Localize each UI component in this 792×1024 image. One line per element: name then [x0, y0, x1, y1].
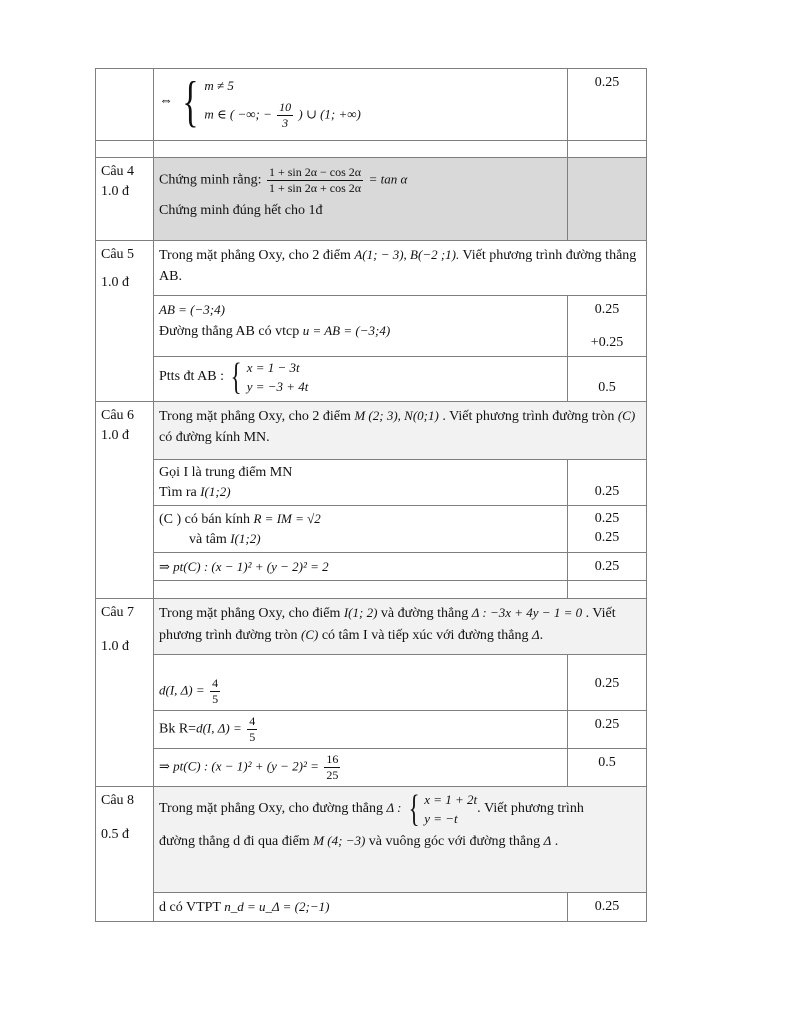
question-prompt-cell [154, 241, 647, 296]
solution-text: và tâm [189, 532, 231, 547]
table-row [96, 241, 647, 296]
solution-text: Đường thẳng AB có vtcp [159, 324, 303, 339]
question-prompt-cell [154, 599, 647, 655]
question-cell [96, 69, 154, 141]
score-cell: 0.25 [568, 69, 647, 141]
solution-text: (C ) có bán kính [159, 512, 254, 527]
table-row [96, 655, 647, 711]
table-row [96, 141, 647, 158]
solution-cell [154, 69, 568, 141]
prompt-text: Trong mặt phẳng Oxy, cho 2 điểm [159, 409, 355, 424]
score-cell: 0.5 [568, 749, 647, 787]
brace-symbol: { [181, 70, 199, 133]
score-cell: 0.25 [568, 711, 647, 749]
parametric-system [405, 790, 477, 828]
table-row [96, 69, 647, 141]
prompt-math: (C) [300, 627, 319, 642]
solution-math: u = AB = (−3;4) [302, 323, 391, 338]
solution-cell [154, 749, 568, 787]
question-prompt-cell [154, 787, 647, 893]
prompt-math: M (2; 3), N(0;1) [354, 408, 439, 423]
solution-text: Tìm ra [159, 485, 201, 500]
prompt-text: Chứng minh rằng: [159, 172, 262, 188]
fraction: $\frac{4}{5}$ [249, 714, 256, 744]
prompt-math: M (4; −3) [313, 833, 366, 848]
score-cell: 0.25 [568, 655, 647, 711]
prompt-text: . [539, 628, 544, 643]
question-label-cell [96, 599, 154, 787]
solution-cell [154, 357, 568, 402]
table-row [96, 357, 647, 402]
prompt-math: Δ [532, 627, 540, 642]
fraction: $\frac{16}{25}$ [326, 752, 339, 782]
question-label-cell [96, 402, 154, 599]
solution-math: R = IM = √2 [253, 511, 321, 526]
prompt-math: (C) [617, 408, 636, 423]
fraction: $\frac{4}{5}$ [212, 676, 219, 706]
system-line: y = −t [424, 811, 458, 826]
prompt-text: có tâm I và tiếp xúc với đường thẳng [318, 628, 533, 643]
system-line: x = 1 − 3t [246, 360, 300, 375]
prompt-text: có đường kính MN. [159, 430, 270, 445]
solution-text: d có VTPT [159, 900, 225, 915]
question-points: 1.0 đ [101, 184, 129, 199]
prompt-text: . Viết phương trình đường tròn [159, 606, 616, 643]
question-number: Câu 4 [101, 164, 135, 179]
solution-cell [154, 506, 568, 553]
condition-line: m ≠ 5 [204, 78, 234, 93]
question-number: Câu 8 [101, 793, 135, 808]
table-row [96, 711, 647, 749]
solution-math: n_d = u_Δ = (2;−1) [224, 899, 330, 914]
prompt-text: và đường thẳng [377, 606, 472, 621]
table-row [96, 599, 647, 655]
condition-system [177, 72, 361, 131]
table-row [96, 158, 647, 241]
solution-math: d(I, Δ) = [196, 720, 242, 736]
solution-cell [154, 460, 568, 506]
answer-table [95, 68, 647, 922]
question-points: 1.0 đ [101, 275, 129, 290]
score-value: 0.25 [594, 511, 620, 526]
solution-cell [154, 711, 568, 749]
system-line: x = 1 + 2t [424, 792, 478, 807]
table-row [96, 402, 647, 460]
parametric-system [227, 358, 308, 396]
table-row [96, 787, 647, 893]
score-cell [568, 296, 647, 357]
grading-note: Chứng minh đúng hết cho 1đ [159, 203, 323, 218]
question-label-cell [96, 787, 154, 922]
prompt-text: đường thẳng d đi qua điểm [159, 834, 314, 849]
score-value: 0.25 [594, 302, 620, 317]
solution-math: d(I, Δ) = [159, 682, 205, 698]
prompt-math: Δ : −3x + 4y − 1 = 0 [471, 605, 583, 620]
solution-math: I(1;2) [230, 531, 261, 546]
question-label-cell [96, 158, 154, 241]
score-cell: 0.25 [568, 893, 647, 922]
fraction: $\frac{10}{3}$ [279, 100, 292, 130]
question-number: Câu 7 [101, 605, 135, 620]
prompt-text: Trong mặt phẳng Oxy, cho điểm [159, 606, 344, 621]
solution-math: ⇒ pt(C) : (x − 1)² + (y − 2)² = [159, 758, 319, 774]
score-cell: 0.5 [568, 357, 647, 402]
score-cell [568, 506, 647, 553]
score-cell: 0.25 [568, 553, 647, 581]
question-points: 1.0 đ [101, 639, 129, 654]
prompt-text: . [551, 834, 559, 849]
prompt-math: Δ [543, 833, 552, 848]
question-number: Câu 6 [101, 408, 135, 423]
prompt-text: Trong mặt phẳng Oxy, cho đường thẳng [159, 801, 387, 817]
score-value: 0.25 [594, 530, 620, 545]
solution-cell: ⇒ pt(C) : (x − 1)² + (y − 2)² = 2 [154, 553, 568, 581]
table-row [96, 460, 647, 506]
prompt-math: Δ : [386, 800, 402, 816]
condition-line: m ∈ ( −∞; − $\frac{10}{3}$ ) ∪ (1; +∞) [204, 100, 361, 130]
solution-cell [154, 655, 568, 711]
question-points: 1.0 đ [101, 428, 129, 443]
question-number: Câu 5 [101, 247, 135, 262]
table-row [96, 749, 647, 787]
table-row [96, 581, 647, 599]
score-value: +0.25 [590, 335, 624, 350]
table-row [96, 893, 647, 922]
table-row [96, 506, 647, 553]
prompt-math: I(1; 2) [343, 605, 378, 620]
prompt-text: . Viết phương trình đường tròn [438, 409, 618, 424]
equivalence-sign: ⇔ [159, 93, 173, 109]
question-prompt-cell [154, 402, 647, 460]
question-prompt-cell [154, 158, 568, 241]
identity-rhs: = tan α [368, 171, 408, 187]
question-points: 0.5 đ [101, 827, 129, 842]
identity-fraction: $\frac{1 + \sin 2\alpha - \cos 2\alpha}{1 + \sin 2\alpha + \cos 2\alpha}$ [268, 165, 362, 195]
system-line: y = −3 + 4t [246, 379, 309, 394]
prompt-text: . Viết phương trình [477, 801, 584, 817]
score-cell: 0.25 [568, 460, 647, 506]
brace-symbol: { [408, 788, 420, 830]
solution-text: Gọi I là trung điểm MN [159, 465, 293, 480]
question-label-cell [96, 241, 154, 402]
solution-cell [154, 893, 568, 922]
brace-symbol: { [231, 356, 243, 398]
solution-cell [154, 296, 568, 357]
table-row [96, 296, 647, 357]
prompt-math: A(1; − 3), B(−2 ;1). [354, 247, 460, 262]
table-row [96, 553, 647, 581]
score-cell [568, 158, 647, 241]
prompt-text: Viết phương trình đường thẳng AB. [159, 248, 637, 284]
solution-text: Ptts đt AB : [159, 369, 224, 385]
prompt-text: Trong mặt phẳng Oxy, cho 2 điểm [159, 248, 355, 263]
solution-text: Bk R= [159, 721, 197, 737]
vector-ab: AB = (−3;4) [159, 302, 225, 317]
solution-math: I(1;2) [200, 484, 231, 499]
prompt-text: và vuông góc với đường thẳng [365, 834, 544, 849]
